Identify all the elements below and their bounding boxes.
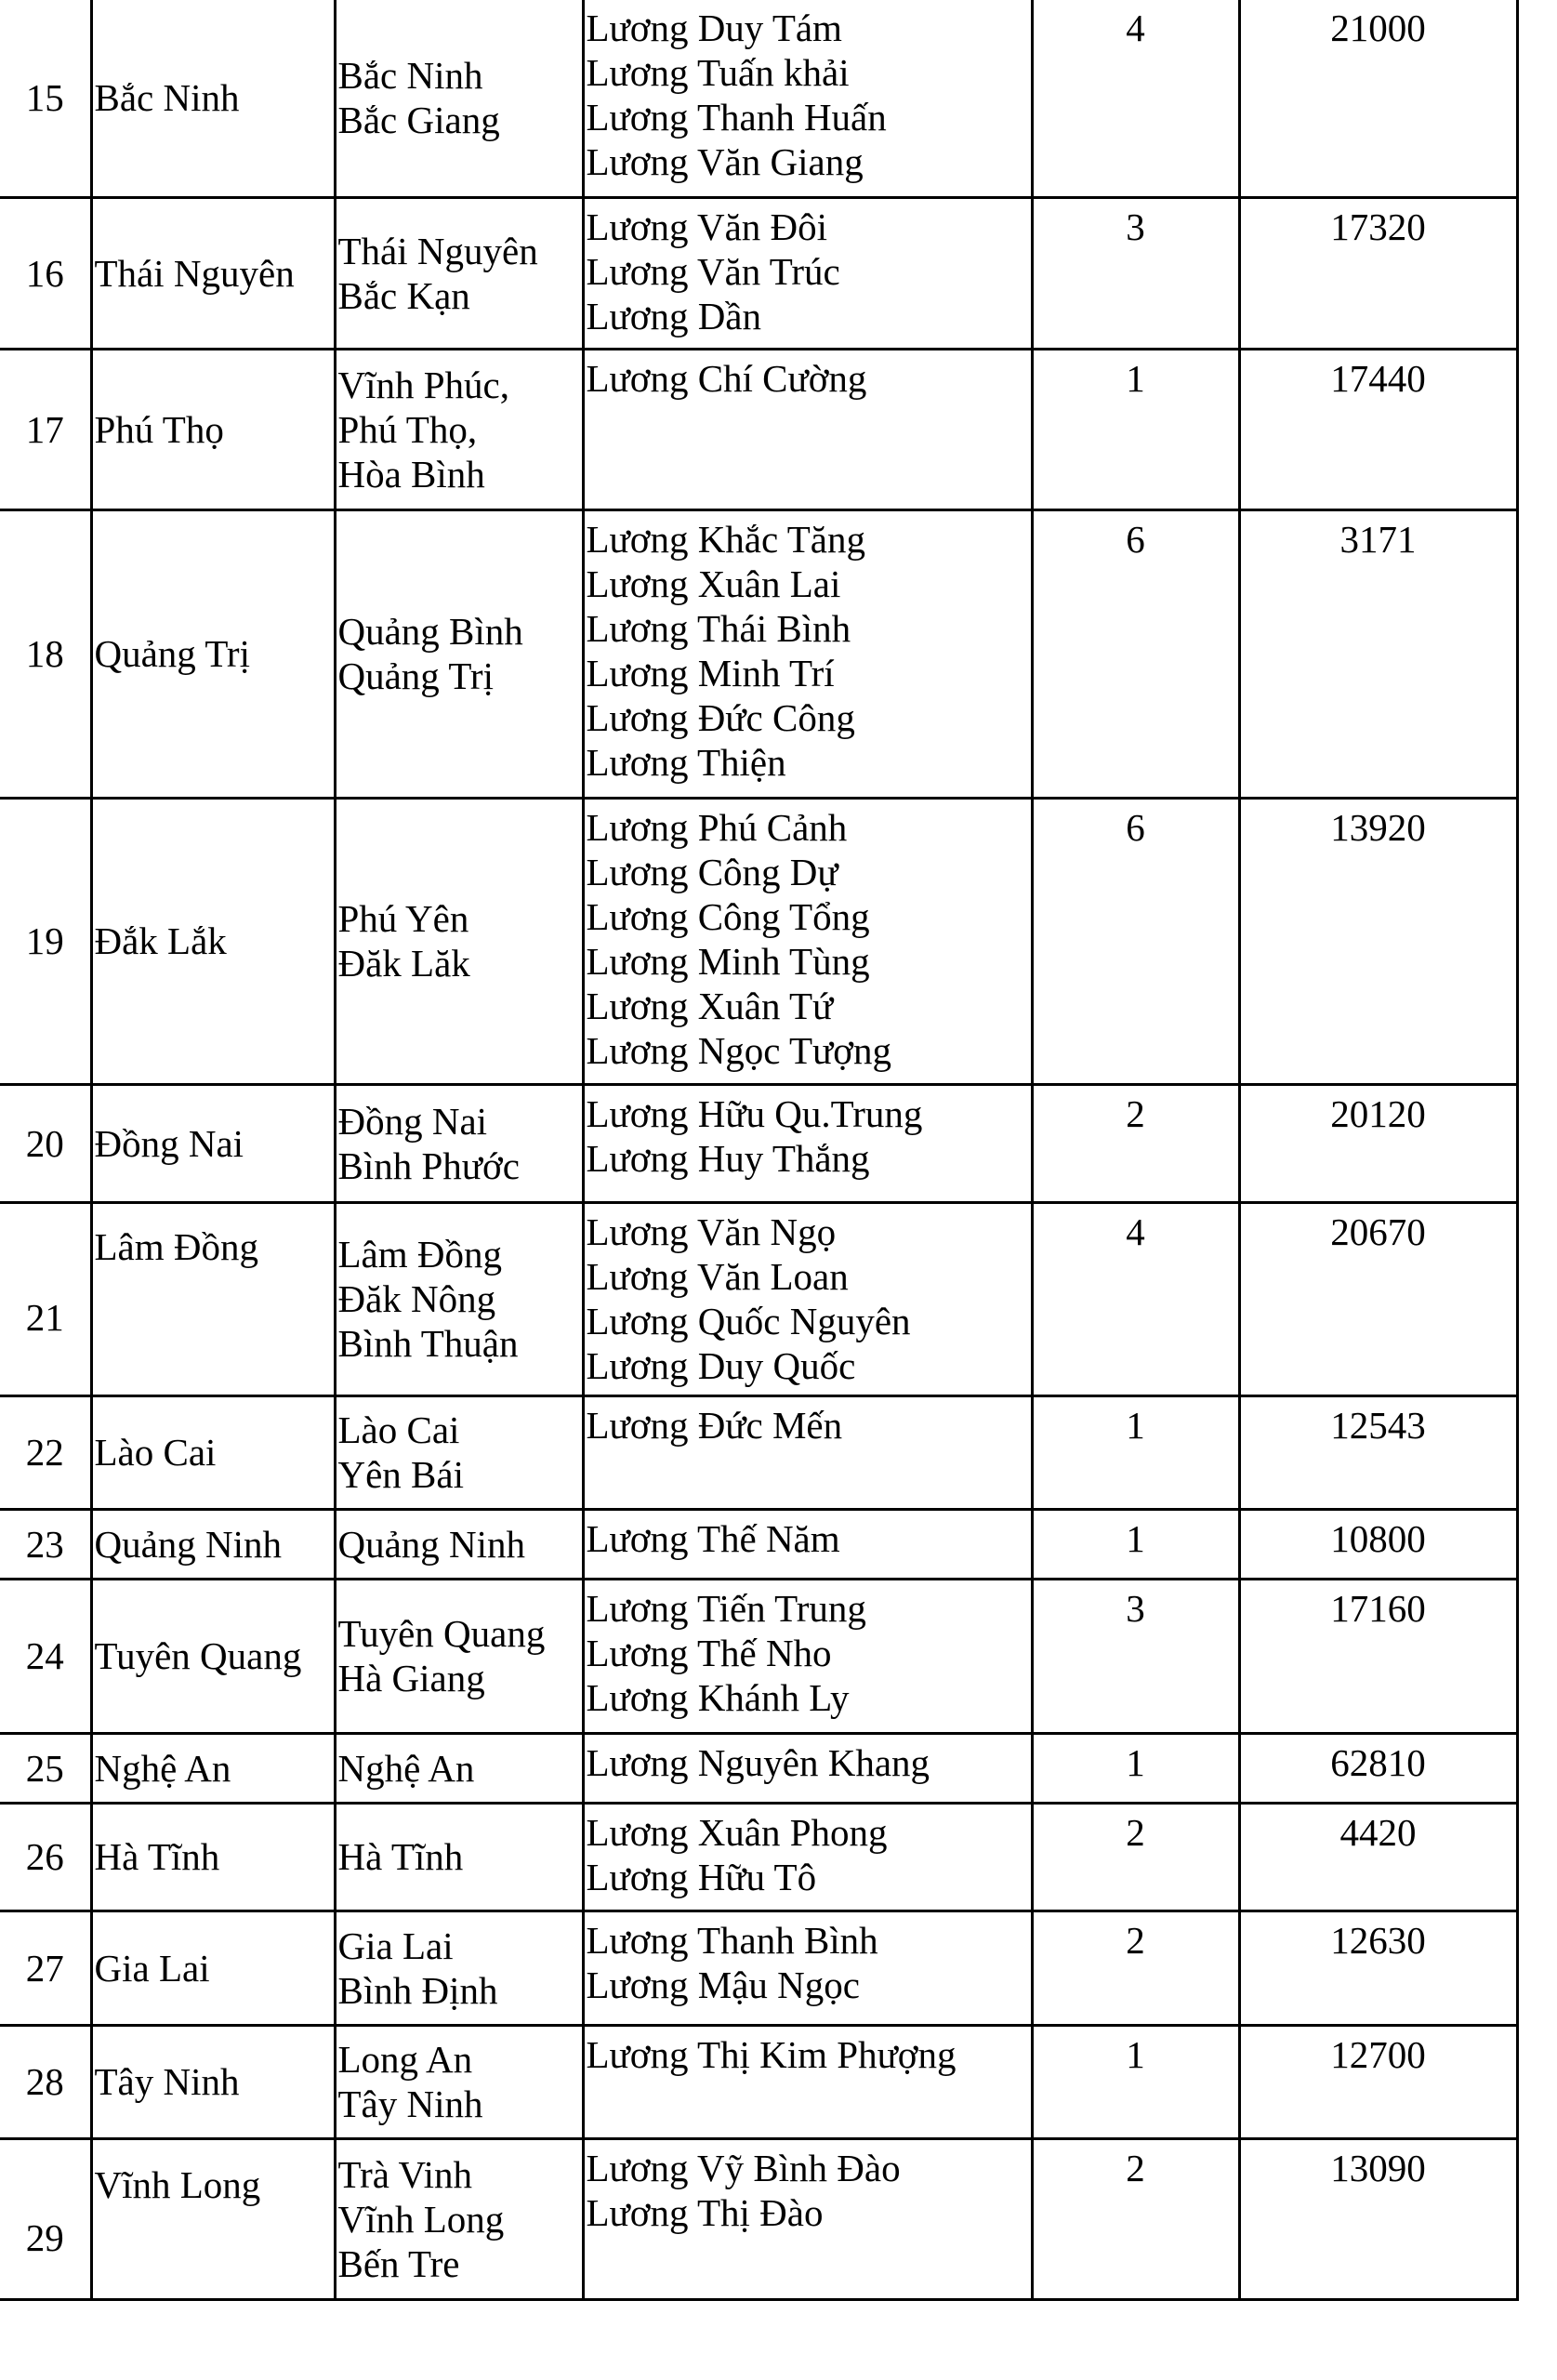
member-names-cell [583,2138,1032,2299]
row-number: 24 [0,1579,91,1733]
old-province-name: Bắc Ninh [337,54,483,98]
old-province-name: Đồng Nai [337,1099,488,1143]
province-name: Thái Nguyên [91,197,335,349]
member-name: Lương Văn Giang [586,140,864,183]
total-value: 10800 [1239,1509,1517,1579]
table-row [0,1509,1517,1579]
table-row [0,1911,1517,2025]
member-name: Lương Thanh Huấn [586,96,887,139]
row-number: 27 [0,1911,91,2025]
table-row [0,1733,1517,1803]
old-province-name: Tuyên Quang [337,1612,546,1655]
province-name: Quảng Ninh [91,1509,335,1579]
table-row [0,1084,1517,1202]
member-names-cell [583,798,1032,1084]
old-province-name: Bắc Kạn [337,273,470,317]
old-province-name: Bắc Giang [337,99,500,142]
member-names-cell [583,1803,1032,1911]
member-count: 2 [1032,1911,1239,2025]
member-name: Lương Công Tổng [586,894,870,938]
row-number: 15 [0,0,91,197]
old-province-name: Lào Cai [337,1408,460,1451]
total-value: 20120 [1239,1084,1517,1202]
old-province-name: Thái Nguyên [337,229,538,272]
member-name: Lương Xuân Tứ [586,984,834,1027]
member-name: Lương Xuân Phong [586,1810,888,1854]
member-name: Lương Duy Tám [586,7,842,49]
old-provinces-cell [335,197,583,349]
member-name: Lương Ngọc Tượng [586,1028,891,1072]
member-names-cell [583,509,1032,798]
old-province-name: Tây Ninh [337,2082,483,2125]
old-provinces-cell [335,1202,583,1395]
old-provinces-cell [335,1395,583,1509]
province-name: Nghệ An [91,1733,335,1803]
row-number: 21 [0,1202,91,1395]
old-provinces-cell [335,1509,583,1579]
member-name: Lương Văn Ngọ [586,1210,837,1253]
table-row [0,2138,1517,2299]
province-name: Tây Ninh [91,2025,335,2138]
row-number: 29 [0,2138,91,2299]
member-name: Lương Chí Cường [586,356,867,400]
member-count: 2 [1032,1803,1239,1911]
old-province-name: Hà Giang [337,1657,485,1699]
member-name: Lương Minh Trí [586,651,835,694]
member-count: 6 [1032,798,1239,1084]
member-names-cell [583,2025,1032,2138]
row-number: 16 [0,197,91,349]
old-province-name: Bình Định [337,1968,498,2012]
member-name: Lương Đức Công [586,695,855,739]
province-name: Quảng Trị [91,509,335,798]
province-name: Lâm Đồng [91,1202,335,1395]
member-name: Lương Duy Quốc [586,1343,856,1387]
member-name: Lương Khánh Ly [586,1675,850,1719]
old-province-name: Quảng Bình [337,610,523,653]
member-name: Lương Thế Nho [586,1631,832,1674]
total-value: 12543 [1239,1395,1517,1509]
province-name: Vĩnh Long [91,2138,335,2299]
old-province-name: Nghệ An [337,1746,475,1790]
member-name: Lương Văn Trúc [586,249,840,293]
old-province-name: Long An [337,2038,473,2081]
member-name: Lương Thế Năm [586,1516,840,1560]
member-count: 3 [1032,197,1239,349]
old-provinces-cell [335,509,583,798]
row-number: 17 [0,349,91,509]
total-value: 12700 [1239,2025,1517,2138]
old-province-name: Phú Yên [337,897,469,940]
member-count: 2 [1032,2138,1239,2299]
member-name: Lương Đức Mến [586,1403,843,1447]
total-value: 13090 [1239,2138,1517,2299]
old-provinces-cell [335,1803,583,1911]
old-provinces-cell [335,0,583,197]
row-number: 18 [0,509,91,798]
province-name: Gia Lai [91,1911,335,2025]
row-number: 23 [0,1509,91,1579]
old-province-name: Quảng Trị [337,654,494,697]
member-names-cell [583,1084,1032,1202]
province-name: Đắk Lắk [91,798,335,1084]
total-value: 3171 [1239,509,1517,798]
member-count: 3 [1032,1579,1239,1733]
table-row [0,349,1517,509]
total-value: 17160 [1239,1579,1517,1733]
province-name: Tuyên Quang [91,1579,335,1733]
member-names-cell [583,197,1032,349]
old-province-name: Hà Tĩnh [337,1835,464,1878]
old-province-name: Gia Lai [337,1924,454,1967]
member-count: 1 [1032,1395,1239,1509]
member-names-cell [583,1395,1032,1509]
member-name: Lương Công Dự [586,850,838,893]
member-name: Lương Mậu Ngọc [586,1963,860,2006]
member-names-cell [583,1202,1032,1395]
member-name: Lương Quốc Nguyên [586,1299,911,1342]
member-name: Lương Tuấn khải [586,51,850,94]
member-name: Lương Nguyên Khang [586,1740,930,1784]
member-count: 6 [1032,509,1239,798]
old-provinces-cell [335,1733,583,1803]
old-province-name: Yên Bái [337,1453,464,1496]
member-name: Lương Thanh Bình [586,1918,878,1962]
member-names-cell [583,1911,1032,2025]
row-number: 19 [0,798,91,1084]
row-number: 22 [0,1395,91,1509]
old-province-name: Phú Thọ, [337,407,478,451]
total-value: 17320 [1239,197,1517,349]
total-value: 21000 [1239,0,1517,197]
total-value: 13920 [1239,798,1517,1084]
member-name: Lương Tiến Trung [586,1586,866,1630]
old-province-name: Đăk Lăk [337,942,470,985]
table-row [0,1395,1517,1509]
row-number: 20 [0,1084,91,1202]
table-row [0,197,1517,349]
old-provinces-cell [335,2025,583,2138]
member-names-cell [583,349,1032,509]
province-name: Đồng Nai [91,1084,335,1202]
member-name: Lương Hữu Tô [586,1855,817,1898]
member-names-cell [583,1509,1032,1579]
old-province-name: Trà Vinh [337,2152,473,2196]
old-province-name: Bình Thuận [337,1322,519,1365]
member-count: 2 [1032,1084,1239,1202]
old-province-name: Quảng Ninh [337,1522,526,1566]
member-name: Lương Thái Bình [586,606,851,650]
row-number: 26 [0,1803,91,1911]
table-row [0,509,1517,798]
table-row [0,1579,1517,1733]
old-province-name: Vĩnh Phúc, [337,363,509,406]
member-name: Lương Thị Đào [586,2190,824,2234]
member-name: Lương Minh Tùng [586,939,870,983]
member-name: Lương Huy Thắng [586,1136,870,1180]
row-number: 25 [0,1733,91,1803]
member-name: Lương Văn Đôi [586,205,828,248]
province-name: Lào Cai [91,1395,335,1509]
old-provinces-cell [335,1911,583,2025]
old-provinces-cell [335,798,583,1084]
member-count: 4 [1032,1202,1239,1395]
province-name: Hà Tĩnh [91,1803,335,1911]
old-province-name: Vĩnh Long [337,2197,505,2241]
old-provinces-cell [335,1579,583,1733]
table-row [0,1202,1517,1395]
member-count: 1 [1032,349,1239,509]
member-name: Lương Thiện [586,740,786,784]
member-name: Lương Xuân Lai [586,562,841,605]
member-name: Lương Hữu Qu.Trung [586,1091,923,1135]
member-name: Lương Thị Kim Phượng [586,2032,957,2076]
member-names-cell [583,1579,1032,1733]
old-province-name: Đăk Nông [337,1277,496,1320]
total-value: 20670 [1239,1202,1517,1395]
total-value: 17440 [1239,349,1517,509]
member-count: 1 [1032,1509,1239,1579]
member-names-cell [583,0,1032,197]
total-value: 62810 [1239,1733,1517,1803]
member-name: Lương Khắc Tăng [586,517,865,561]
old-province-name: Bến Tre [337,2241,460,2285]
table-row [0,1803,1517,1911]
member-name: Lương Phú Cảnh [586,805,848,849]
old-province-name: Lâm Đồng [337,1233,502,1276]
member-count: 1 [1032,1733,1239,1803]
member-count: 1 [1032,2025,1239,2138]
old-provinces-cell [335,2138,583,2299]
row-number: 28 [0,2025,91,2138]
member-name: Lương Văn Loan [586,1254,849,1298]
table-row [0,0,1517,197]
member-name: Lương Dần [586,294,762,337]
table-row [0,2025,1517,2138]
table-row [0,798,1517,1084]
old-province-name: Bình Phước [337,1144,520,1187]
province-name: Phú Thọ [91,349,335,509]
member-name: Lương Vỹ Bình Đào [586,2146,901,2189]
member-count: 4 [1032,0,1239,197]
old-provinces-cell [335,349,583,509]
old-provinces-cell [335,1084,583,1202]
total-value: 4420 [1239,1803,1517,1911]
old-province-name: Hòa Bình [337,452,485,496]
member-names-cell [583,1733,1032,1803]
province-name: Bắc Ninh [91,0,335,197]
total-value: 12630 [1239,1911,1517,2025]
